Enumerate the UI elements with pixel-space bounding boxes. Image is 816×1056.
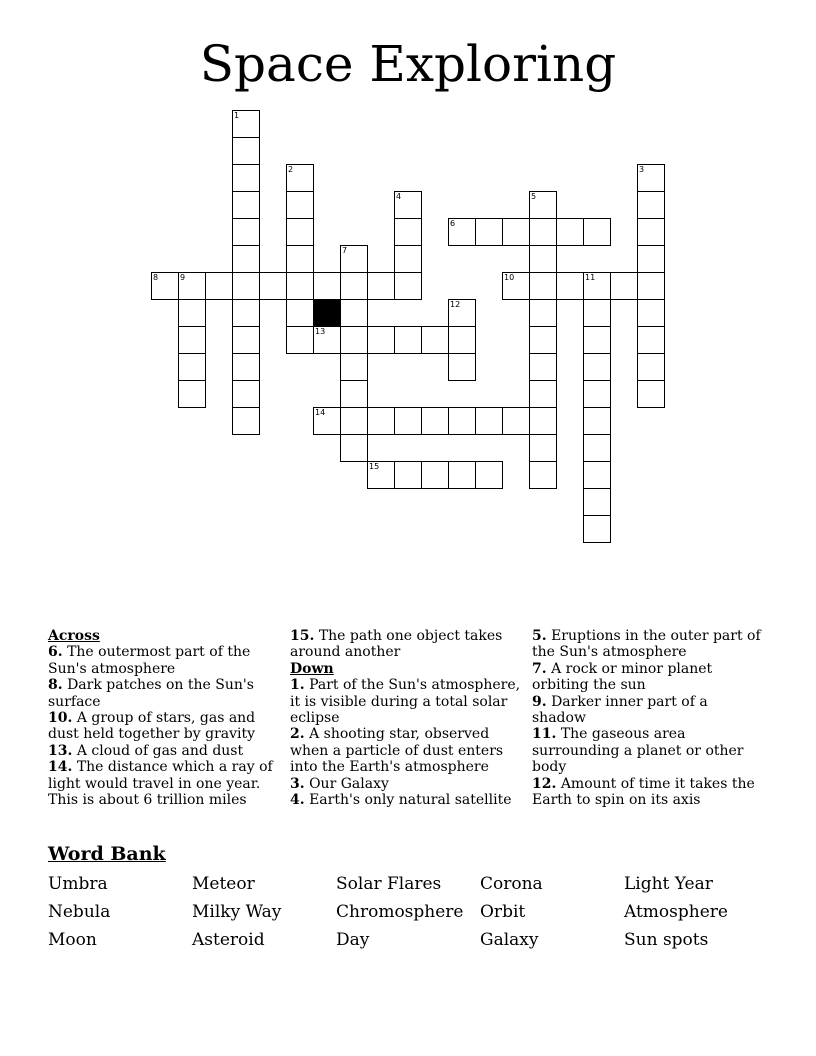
grid-cell[interactable] [286, 272, 314, 300]
grid-cell[interactable] [367, 461, 395, 489]
grid-cell[interactable] [151, 272, 179, 300]
grid-cell[interactable] [232, 380, 260, 408]
grid-cell[interactable] [583, 272, 611, 300]
grid-cell[interactable] [529, 245, 557, 273]
clue-item-number: 10. [48, 710, 73, 727]
grid-cell[interactable] [232, 164, 260, 192]
grid-cell[interactable] [340, 326, 368, 354]
grid-cell[interactable] [448, 218, 476, 246]
clue-item-text: Earth's only natural satellite [309, 792, 512, 809]
grid-cell[interactable] [421, 461, 449, 489]
clue-item-number: 15. [290, 628, 315, 644]
word-bank-word: Orbit [480, 902, 526, 922]
grid-cell[interactable] [340, 407, 368, 435]
grid-cell[interactable] [232, 299, 260, 327]
word-bank-word: Day [336, 930, 370, 950]
grid-cell[interactable] [583, 326, 611, 354]
word-bank-word: Umbra [48, 874, 108, 894]
clue-item-text: Part of the Sun's atmosphere, it is visible during a total solar eclipse [290, 677, 521, 727]
clue-item-number: 9. [532, 693, 547, 710]
grid-cell[interactable] [394, 461, 422, 489]
grid-cell[interactable] [475, 218, 503, 246]
word-bank-word: Moon [48, 930, 97, 950]
grid-cell[interactable] [529, 299, 557, 327]
grid-cell[interactable] [232, 191, 260, 219]
word-bank-word: Sun spots [624, 930, 709, 950]
clue-heading: Down [290, 660, 334, 677]
grid-cell[interactable] [475, 407, 503, 435]
clue-number: 15 [369, 462, 380, 471]
grid-cell[interactable] [448, 326, 476, 354]
clue-item-text: Eruptions in the outer part of the Sun's atmosphere [532, 628, 761, 661]
grid-cell[interactable] [556, 272, 584, 300]
grid-cell[interactable] [583, 407, 611, 435]
grid-cell[interactable] [529, 380, 557, 408]
clue-item-number: 8. [48, 677, 63, 694]
clue-item-number: 7. [532, 660, 547, 677]
clue-column-1 [48, 628, 280, 808]
word-bank-word: Nebula [48, 902, 111, 922]
grid-cell[interactable] [448, 461, 476, 489]
clue-item-text: Our Galaxy [309, 775, 389, 792]
black-square [313, 299, 341, 327]
word-bank-word: Corona [480, 874, 543, 894]
clue-number: 7 [342, 246, 348, 255]
clue-item-number: 5. [532, 628, 547, 644]
grid-cell[interactable] [232, 326, 260, 354]
grid-cell[interactable] [637, 380, 665, 408]
clue-item [290, 628, 522, 661]
grid-cell[interactable] [313, 407, 341, 435]
word-bank-title: Word Bank [48, 843, 166, 865]
grid-cell[interactable] [502, 407, 530, 435]
word-bank-word: Atmosphere [624, 902, 728, 922]
grid-cell[interactable] [529, 272, 557, 300]
grid-cell[interactable] [583, 461, 611, 489]
grid-cell[interactable] [637, 245, 665, 273]
grid-cell[interactable] [286, 299, 314, 327]
grid-cell[interactable] [502, 218, 530, 246]
grid-cell[interactable] [259, 272, 287, 300]
word-bank-word: Galaxy [480, 930, 539, 950]
grid-cell[interactable] [637, 164, 665, 192]
clue-column-2 [290, 628, 522, 808]
grid-cell[interactable] [205, 272, 233, 300]
grid-cell[interactable] [583, 488, 611, 516]
clue-item-text: A shooting star, observed when a particle of dust enters into the Earth's atmosphere [290, 726, 504, 776]
word-bank-word: Solar Flares [336, 874, 442, 894]
clue-number: 1 [234, 111, 240, 120]
grid-cell[interactable] [340, 380, 368, 408]
grid-cell[interactable] [367, 272, 395, 300]
grid-cell[interactable] [313, 272, 341, 300]
grid-cell[interactable] [286, 245, 314, 273]
grid-cell[interactable] [232, 353, 260, 381]
clue-item-text: A cloud of gas and dust [76, 742, 244, 759]
word-bank-word: Meteor [192, 874, 255, 894]
grid-cell[interactable] [637, 353, 665, 381]
clue-item-text: The distance which a ray of light would travel in one year. This is about 6 trillion miles [48, 759, 273, 809]
clue-item-text: The gaseous area surrounding a planet or other body [532, 726, 744, 776]
clue-item-text: The path one object takes around another [290, 628, 503, 661]
clue-item [290, 776, 522, 792]
grid-cell[interactable] [529, 434, 557, 462]
grid-cell[interactable] [583, 515, 611, 543]
grid-cell[interactable] [394, 191, 422, 219]
clue-item [290, 677, 522, 726]
grid-cell[interactable] [637, 218, 665, 246]
page-title: Space Exploring [199, 35, 617, 93]
grid-cell[interactable] [232, 272, 260, 300]
clue-item-text: Dark patches on the Sun's surface [48, 677, 254, 710]
grid-cell[interactable] [421, 326, 449, 354]
clue-item-text: A group of stars, gas and dust held together by gravity [48, 710, 256, 743]
grid-cell[interactable] [286, 218, 314, 246]
grid-cell[interactable] [286, 191, 314, 219]
word-bank-word: Milky Way [192, 902, 282, 922]
clue-item-text: Amount of time it takes the Earth to spin on its axis [532, 775, 755, 809]
clue-item-number: 2. [290, 726, 305, 743]
grid-cell[interactable] [340, 299, 368, 327]
grid-cell[interactable] [637, 299, 665, 327]
grid-cell[interactable] [448, 299, 476, 327]
grid-cell[interactable] [421, 407, 449, 435]
clue-item-number: 3. [290, 775, 305, 792]
clue-column-3 [532, 628, 764, 808]
grid-cell[interactable] [529, 461, 557, 489]
grid-cell[interactable] [529, 218, 557, 246]
grid-cell[interactable] [448, 407, 476, 435]
clue-item-number: 14. [48, 759, 73, 776]
grid-cell[interactable] [340, 353, 368, 381]
grid-cell[interactable] [448, 353, 476, 381]
grid-cell[interactable] [637, 191, 665, 219]
grid-cell[interactable] [583, 353, 611, 381]
grid-cell[interactable] [178, 272, 206, 300]
clue-item-number: 4. [290, 792, 305, 809]
grid-cell[interactable] [232, 407, 260, 435]
clue-number: 10 [504, 273, 515, 282]
grid-cell[interactable] [178, 380, 206, 408]
grid-cell[interactable] [178, 326, 206, 354]
clue-number: 12 [450, 300, 461, 309]
clue-item [532, 661, 764, 694]
grid-cell[interactable] [583, 299, 611, 327]
clue-number: 14 [315, 408, 326, 417]
word-bank-word: Light Year [624, 874, 713, 894]
clue-item [532, 694, 764, 727]
clue-item-number: 13. [48, 742, 73, 759]
grid-cell[interactable] [340, 434, 368, 462]
grid-cell[interactable] [583, 218, 611, 246]
clue-number: 6 [450, 219, 456, 228]
clue-number: 5 [531, 192, 537, 201]
clue-item-number: 6. [48, 644, 63, 661]
clue-number: 9 [180, 273, 186, 282]
grid-cell[interactable] [637, 272, 665, 300]
grid-cell[interactable] [232, 245, 260, 273]
clue-item [48, 710, 280, 743]
grid-cell[interactable] [340, 272, 368, 300]
grid-cell[interactable] [286, 326, 314, 354]
clue-item-text: A rock or minor planet orbiting the sun [532, 660, 713, 694]
clue-item [532, 628, 764, 661]
clue-item-text: Darker inner part of a shadow [532, 693, 708, 727]
grid-cell[interactable] [394, 272, 422, 300]
grid-cell[interactable] [178, 353, 206, 381]
clue-item [48, 743, 280, 759]
grid-cell[interactable] [232, 218, 260, 246]
grid-cell[interactable] [367, 326, 395, 354]
clue-number: 3 [639, 165, 645, 174]
clue-number: 13 [315, 327, 326, 336]
grid-cell[interactable] [583, 380, 611, 408]
grid-cell[interactable] [502, 272, 530, 300]
grid-cell[interactable] [394, 407, 422, 435]
clue-item-number: 1. [290, 677, 305, 694]
grid-cell[interactable] [529, 407, 557, 435]
grid-cell[interactable] [394, 245, 422, 273]
clue-number: 4 [396, 192, 402, 201]
clue-item [290, 792, 522, 808]
grid-cell[interactable] [367, 407, 395, 435]
clue-item-number: 11. [532, 726, 557, 743]
clue-item [532, 776, 764, 809]
grid-cell[interactable] [637, 326, 665, 354]
grid-cell[interactable] [178, 299, 206, 327]
grid-cell[interactable] [529, 191, 557, 219]
grid-cell[interactable] [583, 434, 611, 462]
grid-cell[interactable] [529, 326, 557, 354]
grid-cell[interactable] [286, 164, 314, 192]
clue-item-text: The outermost part of the Sun's atmosphere [48, 644, 251, 677]
grid-cell[interactable] [556, 218, 584, 246]
clue-number: 11 [585, 273, 596, 282]
grid-cell[interactable] [610, 272, 638, 300]
clue-heading: Across [48, 628, 100, 644]
grid-cell[interactable] [394, 326, 422, 354]
clue-item-number: 12. [532, 775, 557, 792]
word-bank-word: Chromosphere [336, 902, 464, 922]
clue-item [48, 677, 280, 710]
clue-item [48, 759, 280, 808]
grid-cell[interactable] [232, 137, 260, 165]
clue-number: 2 [288, 165, 294, 174]
clue-number: 8 [153, 273, 159, 282]
clue-item [48, 644, 280, 677]
grid-cell[interactable] [529, 353, 557, 381]
word-bank-word: Asteroid [192, 930, 265, 950]
clue-item [290, 726, 522, 775]
grid-cell[interactable] [394, 218, 422, 246]
grid-cell[interactable] [232, 110, 260, 138]
grid-cell[interactable] [313, 326, 341, 354]
grid-cell[interactable] [340, 245, 368, 273]
grid-cell[interactable] [475, 461, 503, 489]
clue-item [532, 726, 764, 775]
